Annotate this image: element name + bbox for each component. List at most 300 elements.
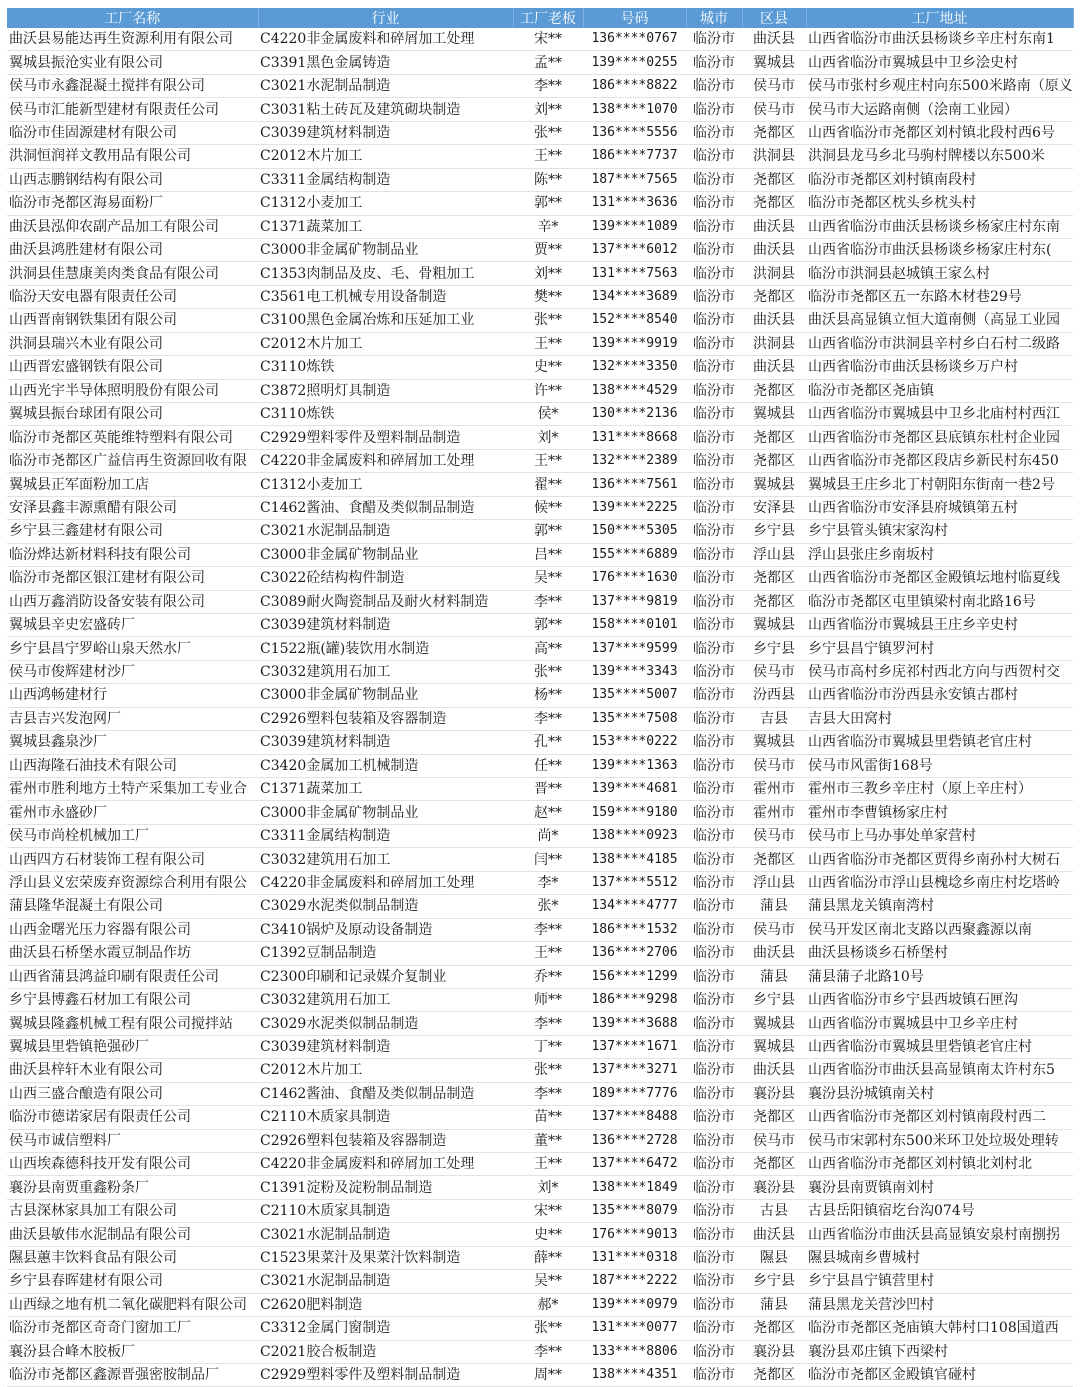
phone-cell: 186****7737 — [583, 145, 686, 168]
table-row[interactable] — [7, 754, 1073, 777]
address-cell: 山西省临汾市尧都区刘村镇北段村西6号 — [806, 121, 1073, 144]
district-cell: 翼城县 — [742, 613, 806, 636]
district-cell: 翼城县 — [742, 403, 806, 426]
owner-cell: 李** — [513, 1082, 583, 1105]
industry-cell: C1462酱油、食醋及类似制品制造 — [258, 496, 513, 519]
factory-name-cell: 临汾市尧都区广益信再生资源回收有限 — [7, 449, 258, 472]
owner-cell: 吴** — [513, 567, 583, 590]
city-cell: 临汾市 — [686, 801, 742, 824]
city-cell: 临汾市 — [686, 871, 742, 894]
phone-cell: 131****8668 — [583, 426, 686, 449]
owner-cell: 史** — [513, 356, 583, 379]
address-cell: 山西省临汾市尧都区刘村镇北刘村北 — [806, 1153, 1073, 1176]
header-factory-name[interactable]: 工厂名称 — [7, 8, 258, 28]
industry-cell: C3029水泥类似制品制造 — [258, 895, 513, 918]
factory-name-cell: 山西海隆石油技术有限公司 — [7, 754, 258, 777]
city-cell: 临汾市 — [686, 309, 742, 332]
address-cell: 山西省临汾市翼城县中卫乡辛庄村 — [806, 1012, 1073, 1035]
table-row[interactable] — [7, 1153, 1073, 1176]
factory-name-cell: 山西万鑫消防设备安装有限公司 — [7, 590, 258, 613]
table-row[interactable] — [7, 215, 1073, 238]
industry-cell: C2021胶合板制造 — [258, 1340, 513, 1363]
district-cell: 襄汾县 — [742, 1340, 806, 1363]
district-cell: 浮山县 — [742, 871, 806, 894]
table-row[interactable] — [7, 379, 1073, 402]
district-cell: 汾西县 — [742, 684, 806, 707]
city-cell: 临汾市 — [686, 754, 742, 777]
address-cell: 霍州市三教乡辛庄村（原上辛庄村） — [806, 778, 1073, 801]
owner-cell: 苗** — [513, 1106, 583, 1129]
district-cell: 尧都区 — [742, 567, 806, 590]
city-cell: 临汾市 — [686, 590, 742, 613]
industry-cell: C3872照明灯具制造 — [258, 379, 513, 402]
owner-cell: 郝* — [513, 1293, 583, 1316]
industry-cell: C3410锅炉及原动设备制造 — [258, 918, 513, 941]
industry-cell: C3391黑色金属铸造 — [258, 51, 513, 74]
address-cell: 曲沃县高显镇立恒大道南侧（高显工业园 — [806, 309, 1073, 332]
district-cell: 尧都区 — [742, 192, 806, 215]
table-row[interactable] — [7, 824, 1073, 847]
owner-cell: 候** — [513, 496, 583, 519]
owner-cell: 张** — [513, 121, 583, 144]
factory-name-cell: 翼城县振台球团有限公司 — [7, 403, 258, 426]
header-row — [7, 8, 1073, 28]
owner-cell: 乔** — [513, 965, 583, 988]
phone-cell: 138****4351 — [583, 1363, 686, 1386]
address-cell: 霍州市李曹镇杨家庄村 — [806, 801, 1073, 824]
phone-cell: 186****8822 — [583, 74, 686, 97]
table-row[interactable] — [7, 1223, 1073, 1246]
header-city[interactable]: 城市 — [686, 8, 742, 28]
district-cell: 蒲县 — [742, 1293, 806, 1316]
owner-cell: 高** — [513, 637, 583, 660]
factory-name-cell: 侯马市汇能新型建材有限责任公司 — [7, 98, 258, 121]
phone-cell: 137****9819 — [583, 590, 686, 613]
table-row[interactable] — [7, 1012, 1073, 1035]
factory-name-cell: 临汾市德诺家居有限责任公司 — [7, 1106, 258, 1129]
factory-name-cell: 曲沃县易能达再生资源利用有限公司 — [7, 28, 258, 51]
district-cell: 蒲县 — [742, 895, 806, 918]
table-row[interactable] — [7, 707, 1073, 730]
phone-cell: 138****0923 — [583, 824, 686, 847]
city-cell: 临汾市 — [686, 988, 742, 1011]
address-cell: 山西省临汾市曲沃县杨谈乡杨家庄村东南 — [806, 215, 1073, 238]
industry-cell: C3000非金属矿物制品业 — [258, 543, 513, 566]
address-cell: 襄汾县南贾镇南刘村 — [806, 1176, 1073, 1199]
industry-cell: C3021水泥制品制造 — [258, 1270, 513, 1293]
owner-cell: 宋** — [513, 1199, 583, 1222]
table-row[interactable] — [7, 590, 1073, 613]
district-cell: 霍州市 — [742, 778, 806, 801]
district-cell: 洪洞县 — [742, 262, 806, 285]
owner-cell: 刘* — [513, 1176, 583, 1199]
address-cell: 山西省临汾市曲沃县杨谈乡万户村 — [806, 356, 1073, 379]
table-row[interactable] — [7, 1199, 1073, 1222]
header-district[interactable]: 区县 — [742, 8, 806, 28]
city-cell: 临汾市 — [686, 285, 742, 308]
table-row[interactable] — [7, 801, 1073, 824]
industry-cell: C3089耐火陶瓷制品及耐火材料制造 — [258, 590, 513, 613]
factory-name-cell: 襄汾县合峰木胶板厂 — [7, 1340, 258, 1363]
district-cell: 吉县 — [742, 707, 806, 730]
owner-cell: 张* — [513, 895, 583, 918]
city-cell: 临汾市 — [686, 613, 742, 636]
phone-cell: 150****5305 — [583, 520, 686, 543]
factory-name-cell: 临汾烨达新材料科技有限公司 — [7, 543, 258, 566]
header-industry[interactable]: 行业 — [258, 8, 513, 28]
table-row[interactable] — [7, 637, 1073, 660]
address-cell: 侯马开发区南北支路以西聚鑫源以南 — [806, 918, 1073, 941]
table-row[interactable] — [7, 356, 1073, 379]
factory-name-cell: 临汾市尧都区奇奇门窗加工厂 — [7, 1317, 258, 1340]
table-row[interactable] — [7, 74, 1073, 97]
city-cell: 临汾市 — [686, 1082, 742, 1105]
district-cell: 曲沃县 — [742, 215, 806, 238]
city-cell: 临汾市 — [686, 28, 742, 51]
industry-cell: C3039建筑材料制造 — [258, 731, 513, 754]
address-cell: 山西省临汾市曲沃县杨谈乡杨家庄村东( — [806, 238, 1073, 261]
address-cell: 乡宁县管头镇宋家沟村 — [806, 520, 1073, 543]
phone-cell: 131****7563 — [583, 262, 686, 285]
city-cell: 临汾市 — [686, 707, 742, 730]
district-cell: 洪洞县 — [742, 145, 806, 168]
table-row[interactable] — [7, 309, 1073, 332]
table-row[interactable] — [7, 238, 1073, 261]
address-cell: 山西省临汾市安泽县府城镇第五村 — [806, 496, 1073, 519]
address-cell: 临汾市洪洞县赵城镇王家么村 — [806, 262, 1073, 285]
factory-name-cell: 乡宁县昌宁罗峪山泉天然水厂 — [7, 637, 258, 660]
owner-cell: 刘** — [513, 262, 583, 285]
district-cell: 尧都区 — [742, 426, 806, 449]
table-row[interactable] — [7, 942, 1073, 965]
city-cell: 临汾市 — [686, 98, 742, 121]
phone-cell: 139****3343 — [583, 660, 686, 683]
city-cell: 临汾市 — [686, 848, 742, 871]
district-cell: 浮山县 — [742, 543, 806, 566]
city-cell: 临汾市 — [686, 637, 742, 660]
address-cell: 临汾市尧都区刘村镇南段村 — [806, 168, 1073, 191]
industry-cell: C1353肉制品及皮、毛、骨粗加工 — [258, 262, 513, 285]
district-cell: 蒲县 — [742, 965, 806, 988]
city-cell: 临汾市 — [686, 520, 742, 543]
city-cell: 临汾市 — [686, 168, 742, 191]
district-cell: 侯马市 — [742, 1129, 806, 1152]
address-cell: 临汾市尧都区屯里镇梁村南北路16号 — [806, 590, 1073, 613]
address-cell: 洪洞县龙马乡北马驹村牌楼以东500米 — [806, 145, 1073, 168]
industry-cell: C3000非金属矿物制品业 — [258, 801, 513, 824]
city-cell: 临汾市 — [686, 660, 742, 683]
district-cell: 曲沃县 — [742, 238, 806, 261]
industry-cell: C3312金属门窗制造 — [258, 1317, 513, 1340]
city-cell: 临汾市 — [686, 1153, 742, 1176]
table-row[interactable] — [7, 473, 1073, 496]
district-cell: 尧都区 — [742, 379, 806, 402]
address-cell: 乡宁县昌宁镇营里村 — [806, 1270, 1073, 1293]
owner-cell: 张** — [513, 1317, 583, 1340]
city-cell: 临汾市 — [686, 731, 742, 754]
owner-cell: 辛* — [513, 215, 583, 238]
phone-cell: 187****2222 — [583, 1270, 686, 1293]
district-cell: 安泽县 — [742, 496, 806, 519]
industry-cell: C1522瓶(罐)装饮用水制造 — [258, 637, 513, 660]
table-row[interactable] — [7, 449, 1073, 472]
city-cell: 临汾市 — [686, 895, 742, 918]
table-row[interactable] — [7, 145, 1073, 168]
table-row[interactable] — [7, 684, 1073, 707]
table-row[interactable] — [7, 1176, 1073, 1199]
address-cell: 山西省临汾市翼城县王庄乡辛史村 — [806, 613, 1073, 636]
industry-cell: C4220非金属废料和碎屑加工处理 — [258, 449, 513, 472]
address-cell: 古县岳阳镇宿圪台沟074号 — [806, 1199, 1073, 1222]
address-cell: 蒲县黑龙关营沙凹村 — [806, 1293, 1073, 1316]
table-row[interactable] — [7, 403, 1073, 426]
table-row[interactable] — [7, 1035, 1073, 1058]
table-row[interactable] — [7, 1082, 1073, 1105]
phone-cell: 132****2389 — [583, 449, 686, 472]
address-cell: 襄汾县汾城镇南关村 — [806, 1082, 1073, 1105]
table-row[interactable] — [7, 1317, 1073, 1340]
industry-cell: C2110木质家具制造 — [258, 1106, 513, 1129]
address-cell: 蒲县黑龙关镇南湾村 — [806, 895, 1073, 918]
address-cell: 山西省临汾市尧都区段店乡新民村东450 — [806, 449, 1073, 472]
city-cell: 临汾市 — [686, 567, 742, 590]
phone-cell: 138****4185 — [583, 848, 686, 871]
factory-name-cell: 襄汾县南贾重鑫粉条厂 — [7, 1176, 258, 1199]
address-cell: 蒲县蒲子北路10号 — [806, 965, 1073, 988]
table-row[interactable] — [7, 871, 1073, 894]
phone-cell: 133****8806 — [583, 1340, 686, 1363]
factory-name-cell: 临汾市尧都区海易面粉厂 — [7, 192, 258, 215]
address-cell: 山西省临汾市翼城县里砦镇老官庄村 — [806, 1035, 1073, 1058]
phone-cell: 153****0222 — [583, 731, 686, 754]
owner-cell: 李** — [513, 590, 583, 613]
city-cell: 临汾市 — [686, 356, 742, 379]
table-row[interactable] — [7, 496, 1073, 519]
district-cell: 侯马市 — [742, 660, 806, 683]
table-body — [7, 28, 1073, 1387]
owner-cell: 师** — [513, 988, 583, 1011]
address-cell: 侯马市高村乡庑祁村西北方向与西贺村交 — [806, 660, 1073, 683]
factory-name-cell: 浮山县义宏荣废弃资源综合利用有限公 — [7, 871, 258, 894]
factory-name-cell: 临汾天安电器有限责任公司 — [7, 285, 258, 308]
industry-cell: C3021水泥制品制造 — [258, 520, 513, 543]
table-row[interactable] — [7, 1340, 1073, 1363]
phone-cell: 131****0318 — [583, 1246, 686, 1269]
table-row[interactable] — [7, 192, 1073, 215]
owner-cell: 宋** — [513, 28, 583, 51]
table-row[interactable] — [7, 98, 1073, 121]
owner-cell: 王** — [513, 145, 583, 168]
owner-cell: 陈** — [513, 168, 583, 191]
owner-cell: 尚* — [513, 824, 583, 847]
phone-cell: 135****7508 — [583, 707, 686, 730]
factory-name-cell: 霍州市胜利地方土特产采集加工专业合 — [7, 778, 258, 801]
owner-cell: 张** — [513, 1059, 583, 1082]
industry-cell: C1462酱油、食醋及类似制品制造 — [258, 1082, 513, 1105]
district-cell: 乡宁县 — [742, 520, 806, 543]
industry-cell: C3021水泥制品制造 — [258, 74, 513, 97]
phone-cell: 131****0077 — [583, 1317, 686, 1340]
owner-cell: 王** — [513, 332, 583, 355]
address-cell: 翼城县王庄乡北丁村朝阳东街南一巷2号 — [806, 473, 1073, 496]
city-cell: 临汾市 — [686, 1059, 742, 1082]
factory-name-cell: 翼城县里砦镇艳强砂厂 — [7, 1035, 258, 1058]
industry-cell: C2926塑料包装箱及容器制造 — [258, 707, 513, 730]
table-row[interactable] — [7, 778, 1073, 801]
table-row[interactable] — [7, 332, 1073, 355]
factory-name-cell: 山西志鹏钢结构有限公司 — [7, 168, 258, 191]
district-cell: 尧都区 — [742, 1153, 806, 1176]
district-cell: 曲沃县 — [742, 309, 806, 332]
phone-cell: 135****5007 — [583, 684, 686, 707]
table-row[interactable] — [7, 1059, 1073, 1082]
header-owner[interactable]: 工厂老板 — [513, 8, 583, 28]
phone-cell: 139****2225 — [583, 496, 686, 519]
factory-name-cell: 乡宁县博鑫石材加工有限公司 — [7, 988, 258, 1011]
address-cell: 山西省临汾市曲沃县杨谈乡辛庄村东南1 — [806, 28, 1073, 51]
table-row[interactable] — [7, 1363, 1073, 1386]
factory-name-cell: 吉县吉兴发泡网厂 — [7, 707, 258, 730]
factory-name-cell: 乡宁县三鑫建材有限公司 — [7, 520, 258, 543]
table-row[interactable] — [7, 168, 1073, 191]
city-cell: 临汾市 — [686, 1223, 742, 1246]
district-cell: 襄汾县 — [742, 1176, 806, 1199]
table-row[interactable] — [7, 1293, 1073, 1316]
owner-cell: 刘* — [513, 426, 583, 449]
address-cell: 山西省临汾市尧都区贾得乡南孙村大树石 — [806, 848, 1073, 871]
city-cell: 临汾市 — [686, 145, 742, 168]
table-row[interactable] — [7, 285, 1073, 308]
owner-cell: 丁** — [513, 1035, 583, 1058]
table-row[interactable] — [7, 262, 1073, 285]
city-cell: 临汾市 — [686, 496, 742, 519]
district-cell: 曲沃县 — [742, 356, 806, 379]
factory-name-cell: 曲沃县石桥堡水霞豆制品作坊 — [7, 942, 258, 965]
owner-cell: 贾** — [513, 238, 583, 261]
industry-cell: C2929塑料零件及塑料制品制造 — [258, 426, 513, 449]
table-row[interactable] — [7, 731, 1073, 754]
industry-cell: C3311金属结构制造 — [258, 824, 513, 847]
industry-cell: C3032建筑用石加工 — [258, 660, 513, 683]
city-cell: 临汾市 — [686, 942, 742, 965]
factory-name-cell: 山西四方石材装饰工程有限公司 — [7, 848, 258, 871]
table-row[interactable] — [7, 918, 1073, 941]
district-cell: 尧都区 — [742, 285, 806, 308]
table-row[interactable] — [7, 613, 1073, 636]
table-row[interactable] — [7, 1270, 1073, 1293]
city-cell: 临汾市 — [686, 1246, 742, 1269]
table-row[interactable] — [7, 28, 1073, 51]
table-row[interactable] — [7, 895, 1073, 918]
table-row[interactable] — [7, 51, 1073, 74]
factory-name-cell: 山西晋宏盛钢铁有限公司 — [7, 356, 258, 379]
district-cell: 尧都区 — [742, 848, 806, 871]
header-address[interactable]: 工厂地址 — [806, 8, 1073, 28]
header-phone[interactable]: 号码 — [583, 8, 686, 28]
district-cell: 尧都区 — [742, 168, 806, 191]
table-row[interactable] — [7, 660, 1073, 683]
industry-cell: C3031粘土砖瓦及建筑砌块制造 — [258, 98, 513, 121]
owner-cell: 许** — [513, 379, 583, 402]
city-cell: 临汾市 — [686, 824, 742, 847]
city-cell: 临汾市 — [686, 965, 742, 988]
phone-cell: 186****9298 — [583, 988, 686, 1011]
city-cell: 临汾市 — [686, 192, 742, 215]
district-cell: 尧都区 — [742, 449, 806, 472]
phone-cell: 186****1532 — [583, 918, 686, 941]
factory-name-cell: 山西三盛合酿造有限公司 — [7, 1082, 258, 1105]
owner-cell: 薛** — [513, 1246, 583, 1269]
phone-cell: 136****5556 — [583, 121, 686, 144]
phone-cell: 132****3350 — [583, 356, 686, 379]
city-cell: 临汾市 — [686, 778, 742, 801]
factory-name-cell: 山西埃森德科技开发有限公司 — [7, 1153, 258, 1176]
industry-cell: C3029水泥类似制品制造 — [258, 1012, 513, 1035]
industry-cell: C3110炼铁 — [258, 403, 513, 426]
table-row[interactable] — [7, 567, 1073, 590]
factory-name-cell: 临汾市佳固源建材有限公司 — [7, 121, 258, 144]
phone-cell: 139****1089 — [583, 215, 686, 238]
table-row[interactable] — [7, 426, 1073, 449]
district-cell: 尧都区 — [742, 1317, 806, 1340]
table-row[interactable] — [7, 1129, 1073, 1152]
industry-cell: C3039建筑材料制造 — [258, 613, 513, 636]
table-row[interactable] — [7, 1246, 1073, 1269]
owner-cell: 郭** — [513, 192, 583, 215]
table-row[interactable] — [7, 1106, 1073, 1129]
address-cell: 山西省临汾市洪洞县辛村乡白石村二级路 — [806, 332, 1073, 355]
owner-cell: 侯* — [513, 403, 583, 426]
factory-name-cell: 曲沃县梓轩木业有限公司 — [7, 1059, 258, 1082]
district-cell: 隰县 — [742, 1246, 806, 1269]
owner-cell: 任** — [513, 754, 583, 777]
industry-cell: C3110炼铁 — [258, 356, 513, 379]
table-row[interactable] — [7, 988, 1073, 1011]
owner-cell: 晋** — [513, 778, 583, 801]
district-cell: 尧都区 — [742, 1363, 806, 1386]
table-row[interactable] — [7, 121, 1073, 144]
address-cell: 襄汾县邓庄镇下西梁村 — [806, 1340, 1073, 1363]
city-cell: 临汾市 — [686, 332, 742, 355]
industry-cell: C2300印刷和记录媒介复制业 — [258, 965, 513, 988]
industry-cell: C3032建筑用石加工 — [258, 988, 513, 1011]
owner-cell: 张** — [513, 660, 583, 683]
industry-cell: C4220非金属废料和碎屑加工处理 — [258, 1153, 513, 1176]
phone-cell: 138****1849 — [583, 1176, 686, 1199]
table-row[interactable] — [7, 848, 1073, 871]
district-cell: 侯马市 — [742, 74, 806, 97]
factory-name-cell: 山西省蒲县鸿益印刷有限责任公司 — [7, 965, 258, 988]
city-cell: 临汾市 — [686, 121, 742, 144]
city-cell: 临汾市 — [686, 74, 742, 97]
city-cell: 临汾市 — [686, 918, 742, 941]
city-cell: 临汾市 — [686, 449, 742, 472]
table-row[interactable] — [7, 965, 1073, 988]
phone-cell: 136****0767 — [583, 28, 686, 51]
table-row[interactable] — [7, 520, 1073, 543]
district-cell: 侯马市 — [742, 918, 806, 941]
district-cell: 曲沃县 — [742, 28, 806, 51]
table-row[interactable] — [7, 543, 1073, 566]
phone-cell: 131****3636 — [583, 192, 686, 215]
phone-cell: 158****0101 — [583, 613, 686, 636]
factory-name-cell: 翼城县鑫泉沙厂 — [7, 731, 258, 754]
owner-cell: 吕** — [513, 543, 583, 566]
factory-name-cell: 翼城县正军面粉加工店 — [7, 473, 258, 496]
address-cell: 山西省临汾市尧都区县底镇东杜村企业园 — [806, 426, 1073, 449]
phone-cell: 137****1671 — [583, 1035, 686, 1058]
owner-cell: 王** — [513, 449, 583, 472]
